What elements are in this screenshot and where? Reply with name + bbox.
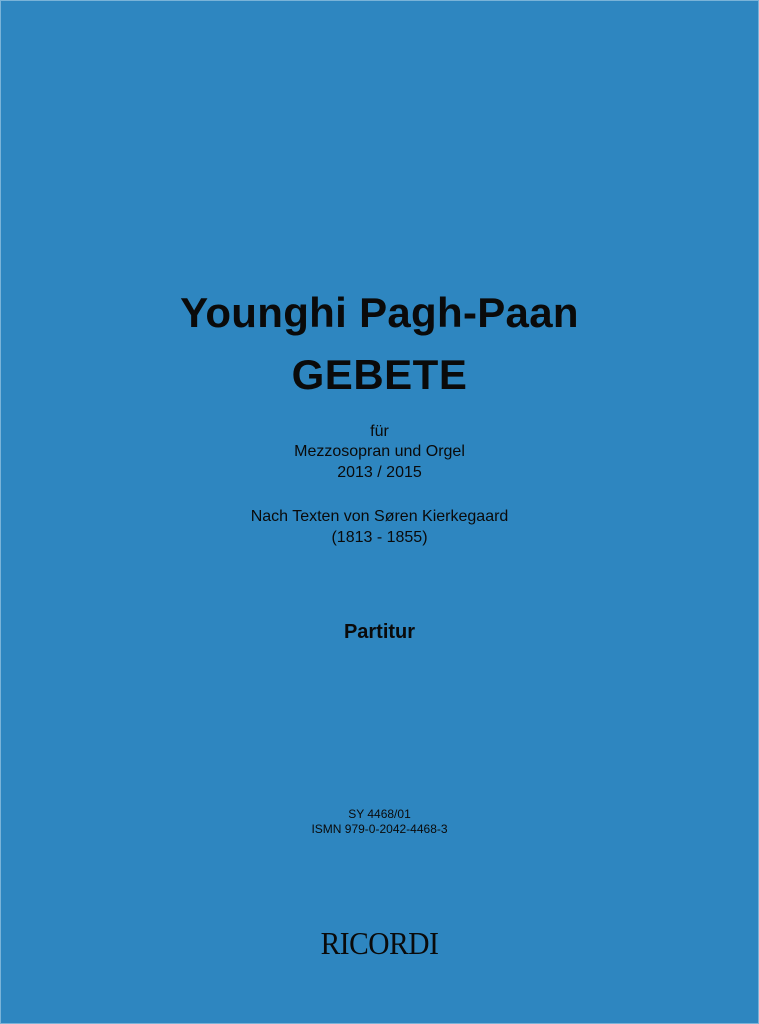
composition-years: 2013 / 2015 xyxy=(337,464,422,481)
author-lifespan: (1813 - 1855) xyxy=(331,529,428,546)
edition-type: Partitur xyxy=(343,621,416,643)
ismn-number: ISMN 979-0-2042-4468-3 xyxy=(311,822,448,836)
instrumentation: Mezzosopran und Orgel xyxy=(294,443,465,460)
text-source: Nach Texten von Søren Kierkegaard xyxy=(250,508,509,525)
for-label: für xyxy=(370,423,389,440)
publisher-logo: RICORDI xyxy=(320,925,439,961)
work-title: GEBETE xyxy=(291,351,468,398)
catalog-number: SY 4468/01 xyxy=(348,807,411,821)
composer-name: Younghi Pagh-Paan xyxy=(180,289,579,336)
